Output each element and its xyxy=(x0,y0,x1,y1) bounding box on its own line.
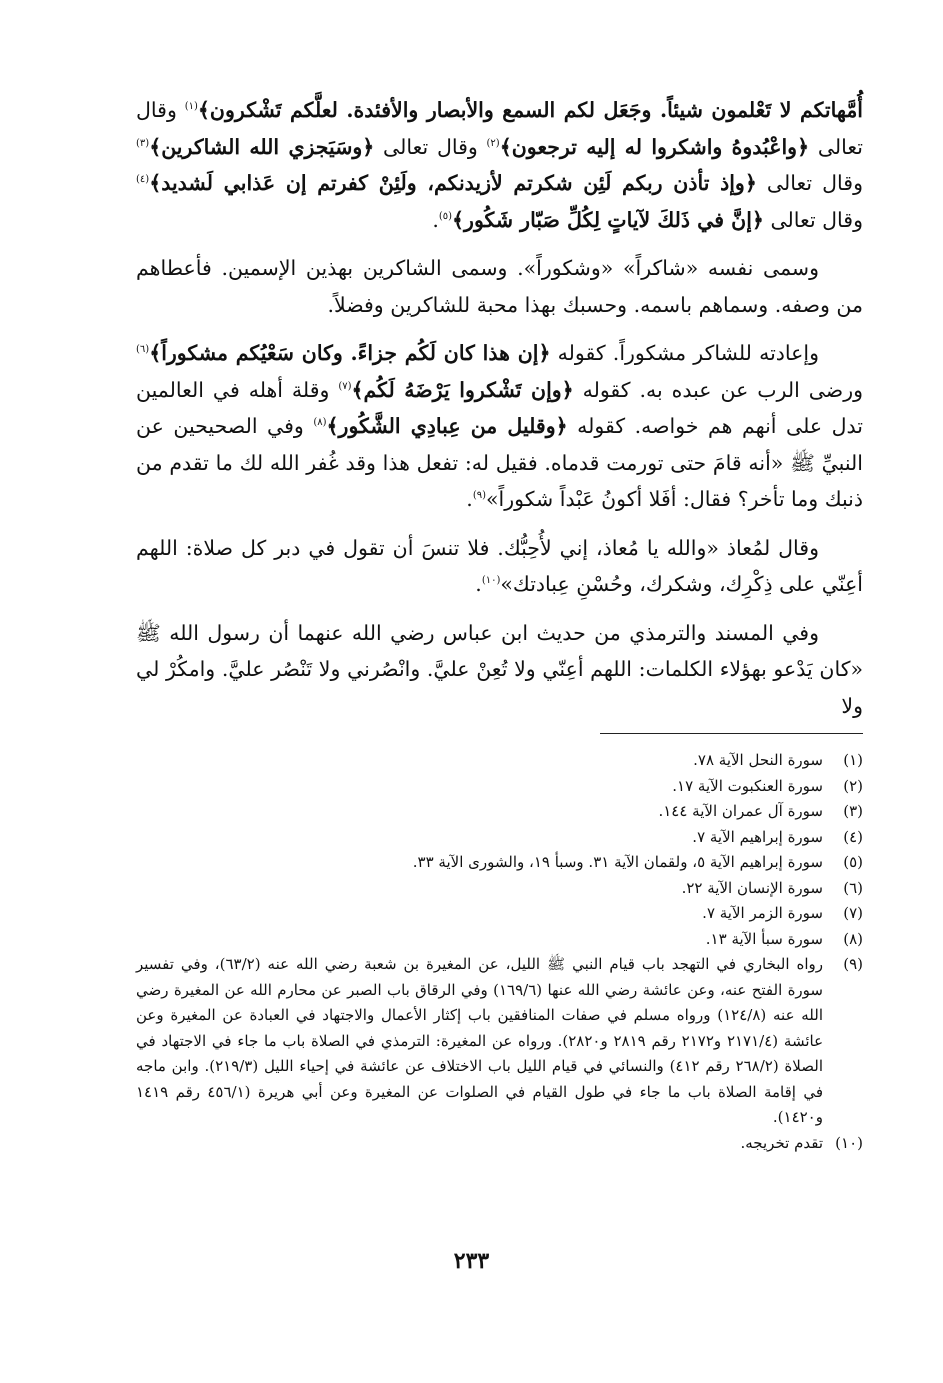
footnote-item xyxy=(136,825,863,851)
footnote-ref: (٨) xyxy=(313,417,327,429)
main-text xyxy=(136,92,863,736)
footnote-text: تقدم تخريجه. xyxy=(740,1133,823,1152)
text-span: . xyxy=(432,207,439,232)
footnote-number: (٨) xyxy=(843,929,863,948)
footnote-text: سورة إبراهيم الآية ٥، ولقمان الآية ٣١. وسبأ ١٩، والشورى الآية ٣٣. xyxy=(412,853,823,871)
text-span: وفي الصحيحين عن النبيِّ ﷺ «أنه قامَ حتى تورمت قدماه. فقيل له: تفعل هذا وقد غُفر الله لك ما تقدم من ذنبك وما تأخر؟ فقال: أفَلا أكونُ عَبْداً شكوراً» xyxy=(136,414,863,511)
quran-quote: ﴿وإذ تأذن ربكم لَئِن شكرتم لأزيدنكم، ولَئِنْ كفرتم إن عَذابي لَشديد﴾ xyxy=(149,171,757,195)
footnote-item xyxy=(136,799,863,825)
quran-quote: ﴿وقليل من عِبادِي الشَّكُور﴾ xyxy=(326,414,568,438)
paragraph xyxy=(136,335,863,518)
footnote-number: (١٠) xyxy=(835,1133,863,1152)
footnote-item xyxy=(136,901,863,927)
text-span: وإعادته للشاكر مشكوراً. كقوله xyxy=(550,341,819,365)
footnote-text: سورة العنكبوت الآية ١٧. xyxy=(672,776,823,795)
footnote-separator xyxy=(600,733,863,734)
text-span: وفي المسند والترمذي من حديث ابن عباس رضي الله عنهما أن رسول الله ﷺ «كان يَدْعو بهؤلاء الكلمات: اللهم أعِنّي ولا تُعِنْ عليَّ. وانْصُرني ولا تَنْصُر عليَّ. وامكُرْ لي ولا xyxy=(136,620,863,718)
quran-quote: أُمَّهاتكم لا تَعْلمون شيئاً. وجَعَل لكم السمع والأبصار والأفئدة. لعلَّكم تَشْكرون﴾ xyxy=(197,98,864,122)
paragraph xyxy=(136,530,863,603)
footnote-ref: (٣) xyxy=(136,137,150,149)
text-span: وقال تعالى xyxy=(763,207,863,232)
text-span: ورضى الرب عن عبده به. كقوله xyxy=(573,377,863,402)
footnote-number: (٣) xyxy=(843,802,863,820)
footnote-number: (٧) xyxy=(843,904,863,922)
paragraph xyxy=(136,615,863,725)
text-span: وقال لمُعاذ «والله يا مُعاذ، إني لأُحِبُّك. فلا تنسَ أن تقول في دبر كل صلاة: اللهم أعِنّي على ذِكْرِك، وشكرك، وحُسْنِ عِبادتك» xyxy=(136,535,863,596)
quran-quote: ﴿إن هذا كان لَكُم جزاءً. وكان سَعْيُكم مشكوراً﴾ xyxy=(149,341,551,365)
text-span: وقلة أهله في العالمين تدل على أنهم هم خواصه. كقوله xyxy=(136,377,863,438)
footnote-item xyxy=(136,1131,863,1157)
text-span: وقال تعالى xyxy=(136,98,863,159)
footnote-number: (٢) xyxy=(843,776,863,795)
footnote-ref: (٤) xyxy=(136,174,150,186)
footnote-number: (٥) xyxy=(843,853,863,871)
text-span: . xyxy=(466,487,473,511)
footnote-text: سورة الزمر الآية ٧. xyxy=(702,904,823,922)
footnote-ref: (١) xyxy=(184,101,198,113)
footnote-ref: (٦) xyxy=(136,344,150,356)
footnote-item xyxy=(136,876,863,902)
quran-quote: ﴿وسَيَجزي الله الشاكرين﴾ xyxy=(149,134,375,159)
footnote-item xyxy=(136,774,863,800)
footnote-item xyxy=(136,927,863,953)
footnote-item xyxy=(136,748,863,774)
quran-quote: ﴿وإن تَشْكروا يَرْضَهُ لَكُم﴾ xyxy=(351,377,574,402)
footnote-number: (٦) xyxy=(843,878,863,897)
text-span: وسمى نفسه «شاكراً» «وشكوراً». وسمى الشاكرين بهذين الإسمين. فأعطاهم من وصفه. وسماهم باسمه. وحسبك بهذا محبة للشاكرين وفضلاً. xyxy=(136,256,863,317)
footnote-ref: (١٠) xyxy=(481,575,501,587)
footnote-number: (١) xyxy=(843,751,863,769)
text-span: وقال تعالى xyxy=(374,134,487,159)
quran-quote: ﴿إنَّ في ذَلكَ لآياتٍ لِكُلِّ صَبّار شَكُور﴾ xyxy=(452,207,764,232)
footnote-ref: (٥) xyxy=(438,210,453,222)
paragraph xyxy=(136,92,863,238)
page-number: ٢٣٣ xyxy=(453,1248,490,1274)
text-span: وقال تعالى xyxy=(756,171,864,195)
footnote-text: سورة النحل الآية ٧٨. xyxy=(693,751,823,769)
footnote-ref: (٩) xyxy=(472,490,486,502)
footnote-text: سورة سبأ الآية ١٣. xyxy=(705,929,823,948)
paragraph xyxy=(136,250,863,323)
footnote-number: (٩) xyxy=(843,955,863,973)
footnotes-list xyxy=(136,748,863,1156)
footnote-text: سورة إبراهيم الآية ٧. xyxy=(692,827,823,846)
text-span: . xyxy=(475,572,482,596)
quran-quote: ﴿واعْبُدوهُ واشكروا له إليه ترجعون﴾ xyxy=(499,134,810,159)
footnote-ref: (٢) xyxy=(486,137,500,149)
footnote-number: (٤) xyxy=(843,827,863,846)
footnote-item xyxy=(136,952,863,1131)
footnote-text: سورة آل عمران الآية ١٤٤. xyxy=(658,802,823,820)
footnote-item xyxy=(136,850,863,876)
footnote-text: رواه البخاري في التهجد باب قيام النبي ﷺ الليل، عن المغيرة بن شعبة رضي الله عنه (٦٣/٢)، وفي تفسير سورة الفتح عنه، وعن عائشة رضي الله عنها (١٦٩/٦) وفي الرقاق باب الصبر عن محارم الله عن المغيرة رضي الله عنه (١٢٤/٨) ورواه مسلم في صفات المنافقين باب إكثار الأعمال والاجتهاد في العبادة عن المغيرة وعن عائشة (٢١٧١/٤ و٢١٧٢ رقم ٢٨١٩ و٢٨٢٠). ورواه عن المغيرة: الترمذي في الصلاة باب ما جاء في الاجتهاد في الصلاة (٢٦٨/٢ رقم ٤١٢) والنسائي في قيام الليل باب الاختلاف عن عائشة في إحياء الليل (٢١٩/٣). وابن ماجه في إقامة الصلاة باب ما جاء في طول القيام في الصلوات عن المغيرة وعن أبي هريرة (٤٥٦/١ رقم ١٤١٩ و١٤٢٠). xyxy=(136,955,824,1126)
footnote-ref: (٧) xyxy=(338,380,352,392)
footnote-text: سورة الإنسان الآية ٢٢. xyxy=(681,878,823,897)
